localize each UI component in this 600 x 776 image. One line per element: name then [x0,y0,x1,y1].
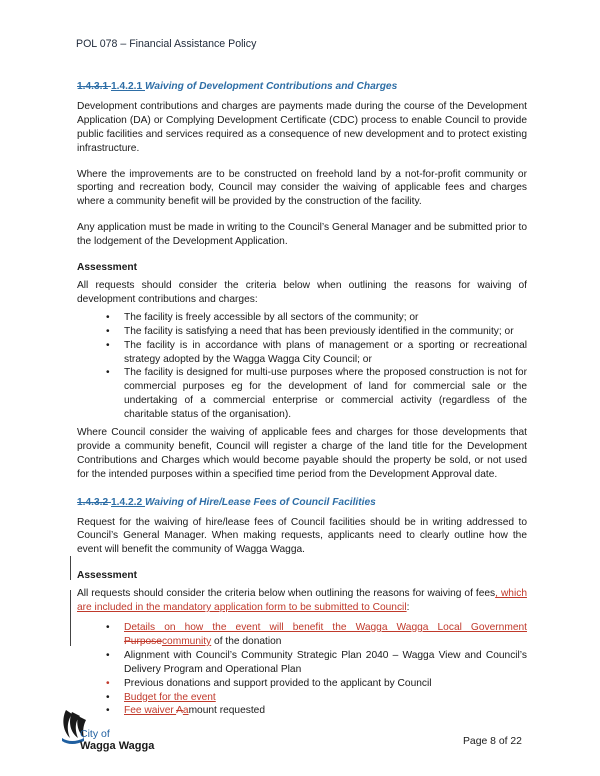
tracked-insertion: Budget for the event [124,691,216,703]
list-item: • Fee waiver Aamount requested [106,705,266,717]
page-header: POL 078 – Financial Assistance Policy [76,38,257,50]
change-bar [70,590,71,646]
bullet-icon: • [106,649,110,661]
section-title: Waiving of Development Contributions and Charges [145,81,398,92]
bullet-icon: • [106,367,110,379]
criteria-list [77,621,527,718]
assessment-heading: Assessment [77,570,138,582]
bullet-icon: • [106,677,110,689]
tracked-deletion: Purpose [124,635,162,647]
assessment-intro: All requests should consider the criteria below when outlining the reasons for waiving of fees, which are included in the mandatory application form to be submitted to Council: [77,588,527,614]
logo-name-text: Wagga Wagga [80,740,155,752]
paragraph: Request for the waiving of hire/lease fees of Council facilities should be in writing addressed to Council’s General Manager. When making requests, applicants need to clearly outline how the event will benefit the community of Wagga Wagga. [77,516,527,556]
tracked-insertion: Fee waiver [124,705,177,717]
section-heading-1 [77,80,527,94]
list-item: • The facility is satisfying a need that has been previously identified in the community; or [106,325,514,337]
bullet-icon: • [106,622,110,633]
paragraph: Where Council consider the waiving of applicable fees and charges for those developments that provide a community benefit, Council will register a charge of the land title for the Development Contributions and Charges which would become payable should the property be sold, or not used for the intended purposes within a specified time period from the Development Approval date. [77,427,527,480]
list-item: • The facility is designed for multi-use purposes where the proposed construction is not for commercial purposes eg for the development of land for commercial sale or the undertaking of a commercial enterprise or commercial activity (regardless of the charitable status of the organisation). [106,367,527,421]
tracked-insertion: Details on how the event will benefit the Wagga Wagga Local Government [124,622,527,633]
paragraph: Any application must be made in writing to the Council’s General Manager and be submitted prior to the lodgement of the Development Application. [77,222,527,248]
list-item [77,691,527,705]
document-body [77,80,527,722]
logo-city-text: City of [80,728,110,740]
tracked-insertion: a [182,705,189,717]
criteria-list [77,311,527,422]
bullet-icon: • [106,311,110,323]
section-heading-2 [77,496,527,510]
bullet-icon: • [106,705,110,717]
tracked-insertion: community [161,635,212,647]
assessment-heading: Assessment [77,262,138,274]
paragraph: Development contributions and charges are payments made during the course of the Development Application (DA) or Complying Development Certificate (CDC) process to enable Council to provide public facilities and services required as a consequence of new development and to protect existing infrastructure. [77,100,527,154]
list-item: • The facility is freely accessible by all sectors of the community; or [106,311,419,323]
paragraph: Where the improvements are to be constructed on freehold land by a not-for-profit community or sporting and recreation body, Council may consider the waiving of applicable fees and charges where a community benefit will be provided by the construction of the facility. [77,168,527,208]
bullet-icon: • [106,339,110,351]
bullet-icon: • [106,691,110,703]
list-item: • Details on how the event will benefit the Wagga Wagga Local Government Purposecommunity of the donation [106,622,527,647]
tracked-insertion: , which are included in the mandatory application form to be submitted to Council [77,588,527,614]
bullet-icon: • [106,325,110,337]
tracked-deletion: A [176,705,183,717]
list-item: • The facility is in accordance with plans of management or a sporting or recreational strategy adopted by the Wagga Wagga City Council; or [106,339,527,365]
section-title: Waiving of Hire/Lease Fees of Council Facilities [145,496,376,508]
assessment-intro: All requests should consider the criteria below when outlining the reasons for waiving of development contributions and charges: [77,279,527,305]
inserted-number: 1.4.2.2 [111,496,145,508]
page-number: Page 8 of 22 [463,736,522,747]
deleted-number: 1.4.3.2 [77,496,111,508]
inserted-number: 1.4.2.1 [111,81,145,92]
change-bar [70,556,71,580]
deleted-number: 1.4.3.1 [77,81,111,92]
list-item: • Previous donations and support provided to the applicant by Council [106,677,432,689]
list-item: • Alignment with Council’s Community Strategic Plan 2040 – Wagga View and Council’s Delivery Program and Operational Plan [106,649,527,675]
